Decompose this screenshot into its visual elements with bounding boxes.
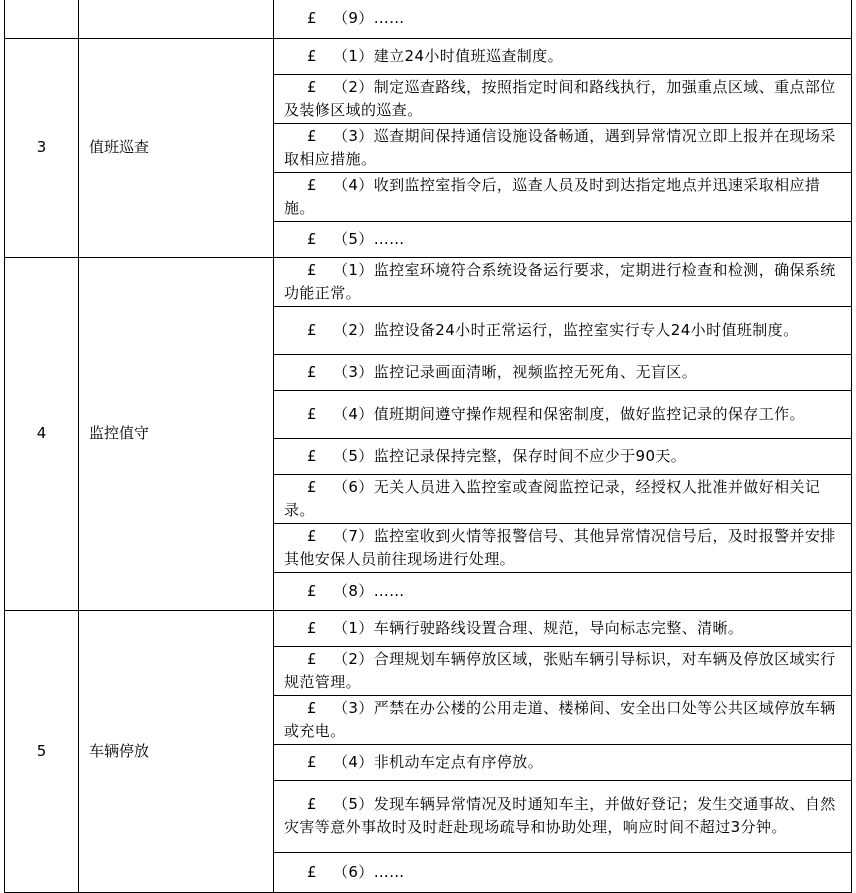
standard-cell (274, 852, 852, 892)
standard-text: （4）值班期间遵守操作规程和保密制度，做好监控记录的保存工作。 (332, 404, 805, 423)
standard-cell (274, 780, 852, 852)
standard-text: （7）监控室收到火情等报警信号、其他异常情况信号后，及时报警并安排其他安保人员前往现场进行处理。 (284, 526, 836, 568)
checkbox-icon[interactable]: £ (307, 229, 317, 248)
standard-cell (274, 354, 852, 390)
standard-cell (274, 646, 852, 695)
checkbox-icon[interactable]: £ (307, 477, 317, 496)
row-number: 4 (5, 257, 79, 610)
item-name: 值班巡查 (79, 38, 274, 257)
checkbox-icon[interactable]: £ (307, 581, 317, 600)
standard-text: （2）合理规划车辆停放区域，张贴车辆引导标识，对车辆及停放区域实行规范管理。 (284, 649, 836, 691)
row-number: 5 (5, 610, 79, 892)
checkbox-icon[interactable]: £ (307, 795, 317, 813)
checkbox-icon[interactable]: £ (307, 752, 317, 771)
table-row (5, 610, 852, 646)
standard-cell (274, 390, 852, 438)
standard-text: （5）…… (332, 229, 405, 248)
standard-text: （4）收到监控室指令后，巡查人员及时到达指定地点并迅速采取相应措施。 (284, 175, 821, 217)
table-row (5, 257, 852, 306)
checkbox-icon[interactable]: £ (307, 175, 317, 194)
standard-text: （6）无关人员进入监控室或查阅监控记录，经授权人批准并做好相关记录。 (284, 477, 821, 519)
table-body (5, 0, 852, 892)
standard-cell (274, 474, 852, 523)
checkbox-icon[interactable]: £ (307, 446, 317, 465)
standard-cell (274, 221, 852, 257)
standard-text: （5）监控记录保持完整，保存时间不应少于90天。 (332, 446, 687, 465)
table-row (5, 0, 852, 38)
standard-text: （5）发现车辆异常情况及时通知车主，并做好登记；发生交通事故、自然灾害等意外事故时及时赶赴现场疏导和协助处理，响应时间不超过3分钟。 (284, 795, 836, 836)
standard-text: （8）…… (332, 581, 405, 600)
standard-cell (274, 695, 852, 744)
standard-text: （2）监控设备24小时正常运行，监控室实行专人24小时值班制度。 (332, 320, 799, 339)
checkbox-icon[interactable]: £ (307, 9, 317, 28)
standard-cell (274, 572, 852, 610)
standard-cell (274, 38, 852, 74)
checkbox-icon[interactable]: £ (307, 862, 317, 881)
item-name (79, 0, 274, 38)
standard-text: （3）严禁在办公楼的公用走道、楼梯间、安全出口处等公共区域停放车辆或充电。 (284, 698, 836, 740)
standard-text: （9）…… (332, 9, 405, 28)
standard-cell (274, 123, 852, 172)
checkbox-icon[interactable]: £ (307, 126, 317, 145)
checkbox-icon[interactable]: £ (307, 320, 317, 339)
checkbox-icon[interactable]: £ (307, 77, 317, 96)
standards-table (4, 0, 852, 893)
standard-cell (274, 523, 852, 572)
checkbox-icon[interactable]: £ (307, 260, 317, 279)
item-name: 车辆停放 (79, 610, 274, 892)
standard-cell (274, 306, 852, 354)
row-number: 3 (5, 38, 79, 257)
table-row (5, 38, 852, 74)
checkbox-icon[interactable]: £ (307, 46, 317, 65)
standard-cell (274, 257, 852, 306)
standard-text: （1）车辆行驶路线设置合理、规范，导向标志完整、清晰。 (332, 618, 744, 637)
checkbox-icon[interactable]: £ (307, 362, 317, 381)
standard-text: （4）非机动车定点有序停放。 (332, 752, 544, 771)
checkbox-icon[interactable]: £ (307, 618, 317, 637)
row-number (5, 0, 79, 38)
checkbox-icon[interactable]: £ (307, 698, 317, 717)
standard-text: （1）监控室环境符合系统设备运行要求，定期进行检查和检测，确保系统功能正常。 (284, 260, 836, 302)
checkbox-icon[interactable]: £ (307, 404, 317, 423)
checkbox-icon[interactable]: £ (307, 526, 317, 545)
standard-text: （3）监控记录画面清晰，视频监控无死角、无盲区。 (332, 362, 698, 381)
standard-text: （1）建立24小时值班巡查制度。 (332, 46, 563, 65)
standard-cell (274, 172, 852, 221)
standard-cell (274, 0, 852, 38)
standard-cell (274, 744, 852, 780)
item-name: 监控值守 (79, 257, 274, 610)
standard-text: （3）巡查期间保持通信设施设备畅通，遇到异常情况立即上报并在现场采取相应措施。 (284, 126, 836, 168)
standard-text: （6）…… (332, 862, 405, 881)
standard-cell (274, 74, 852, 123)
checkbox-icon[interactable]: £ (307, 649, 317, 668)
standard-cell (274, 438, 852, 474)
standard-cell (274, 610, 852, 646)
standard-text: （2）制定巡查路线，按照指定时间和路线执行，加强重点区域、重点部位及装修区域的巡查。 (284, 77, 836, 119)
